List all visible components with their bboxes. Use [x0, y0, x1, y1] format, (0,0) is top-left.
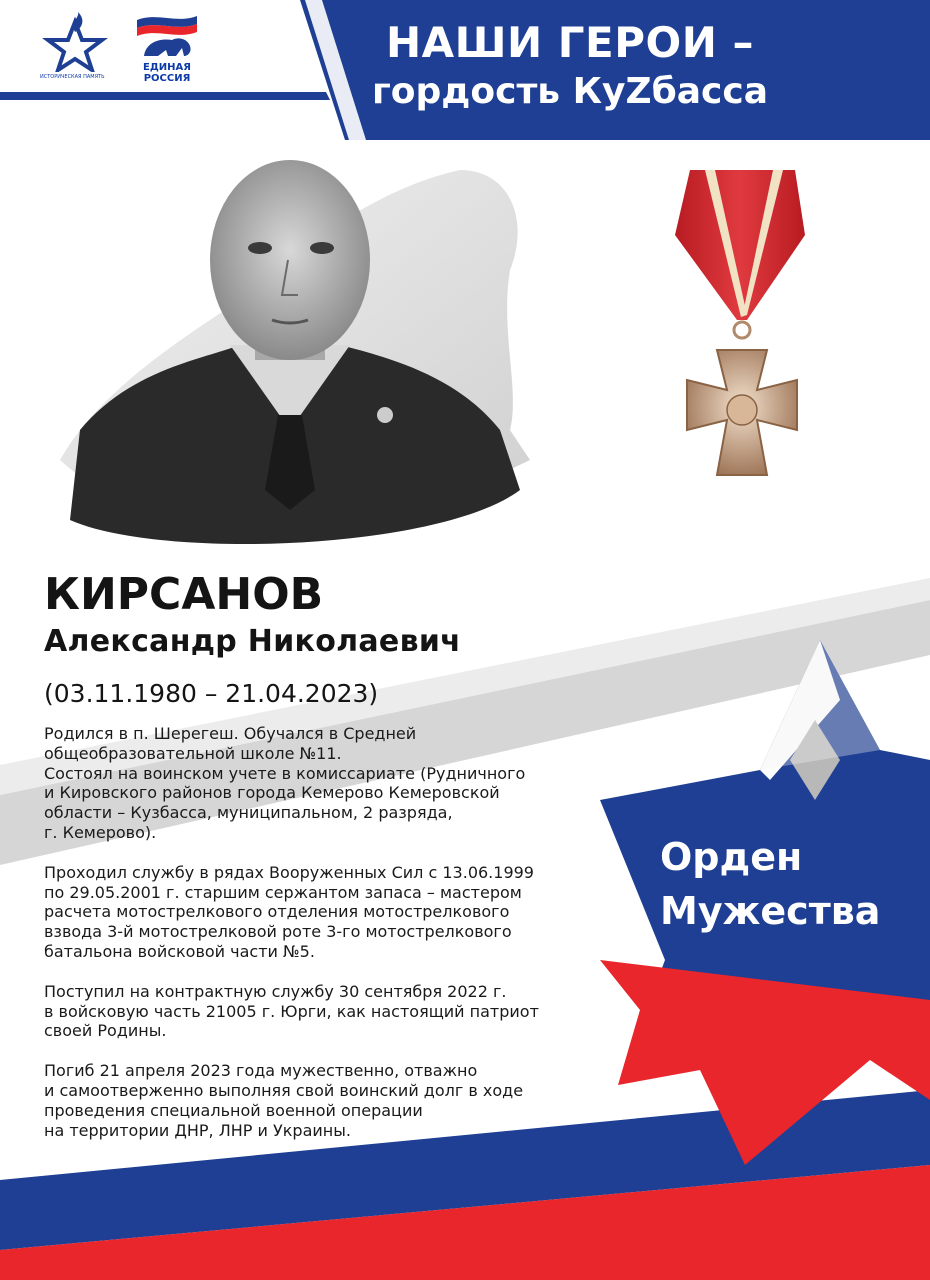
star-flame-icon [40, 12, 110, 72]
header-title-line1: НАШИ ГЕРОИ – [385, 18, 755, 67]
hero-surname: КИРСАНОВ [44, 569, 324, 620]
hero-given-names: Александр Николаевич [44, 624, 462, 659]
logos [40, 12, 210, 92]
bio-paragraph: Погиб 21 апреля 2023 года мужественно, отважно и самоотверженно выполняя свой воинский долг в ходе проведения специальной военной операции на территории ДНР, ЛНР и Украины. [44, 1061, 524, 1140]
memory-logo-text: ИСТОРИЧЕСКАЯ ПАМЯТЬ [40, 74, 105, 80]
hero-life-dates: (03.11.1980 – 21.04.2023) [44, 679, 379, 708]
order-of-courage-medal-icon [655, 165, 830, 495]
historical-memory-logo [40, 12, 120, 92]
header-title [350, 18, 790, 114]
award-name [660, 830, 910, 938]
united-russia-logo [132, 12, 202, 92]
bear-flag-icon [132, 12, 202, 62]
header-left-band [0, 92, 330, 100]
bio-paragraph: Поступил на контрактную службу 30 сентября 2022 г. в войсковую часть 21005 г. Юрги, как настоящий патриот своей Родины. [44, 981, 539, 1041]
party-name-line2: РОССИЯ [143, 73, 191, 84]
biography [44, 724, 604, 1160]
award-name-line1: Орден [660, 835, 803, 879]
hero-portrait [40, 130, 540, 560]
header-title-line2: гордость КуZбасса [371, 71, 769, 112]
award-name-line2: Мужества [660, 889, 881, 933]
bio-paragraph: Родился в п. Шерегеш. Обучался в Средней общеобразовательной школе №11. Состоял на воинском учете в комиссариате (Рудничного и Кировского районов города Кемерово Кемеровской области – Кузбасса, муниципальном, 2 разряда, г. Кемерово). [44, 724, 526, 842]
bio-paragraph: Проходил службу в рядах Вооруженных Сил с 13.06.1999 по 29.05.2001 г. старшим сержантом запаса – мастером расчета мотострелкового отделения мотострелкового взвода 3-й мотострелковой роте 3-го мотострелкового батальона войсковой части №5. [44, 862, 534, 961]
party-name-line1: ЕДИНАЯ [143, 62, 191, 73]
